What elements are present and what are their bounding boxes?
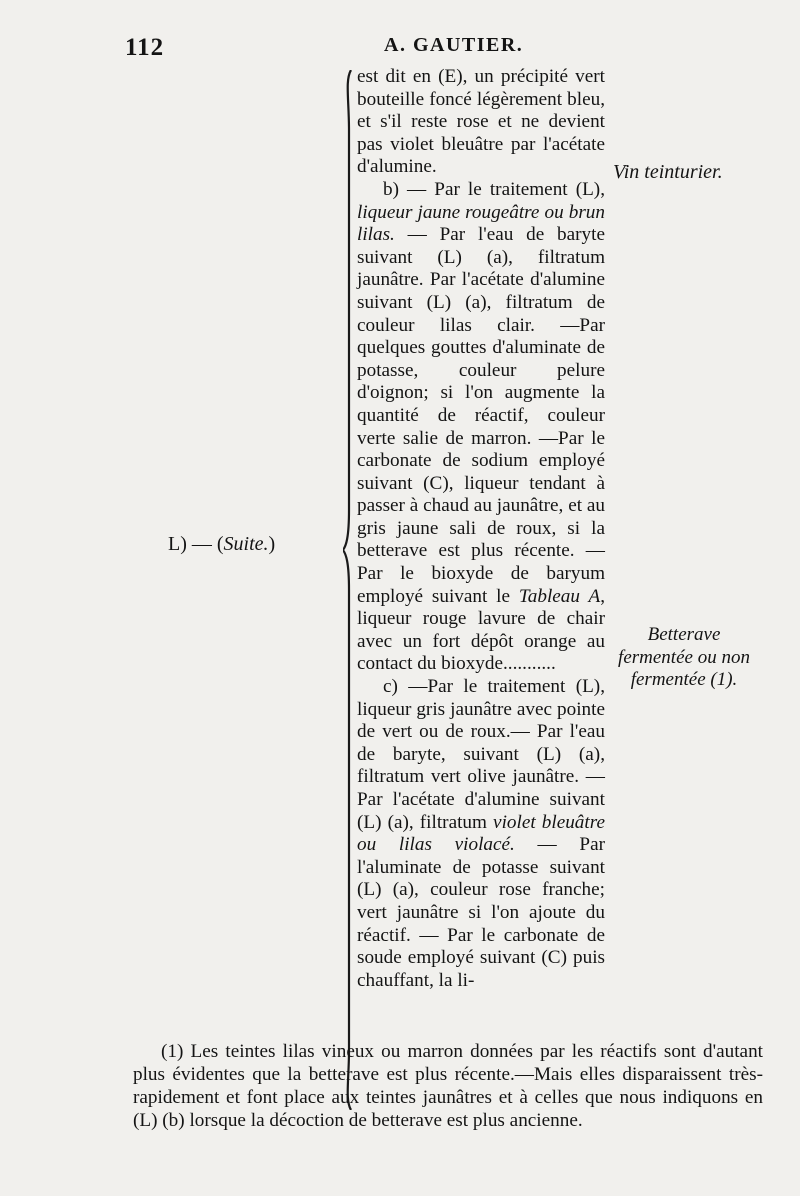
paragraph-b-italic2: Tableau A [518,585,601,607]
paragraph-b-part2: — Par l'eau de baryte suivant (L) (a), filtratum jaunâtre. Par l'acétate d'alumine suivant (L) (a), filtratum de couleur lilas clair. —Par quelques gouttes d'aluminate de potasse, couleur pelure d'oignon; si l'on augmente la quantité de réactif, couleur verte salie de marron. —Par le carbonate de sodium employé suivant (C), liqueur tendant à passer à chaud au jaunâtre, et au gris jaune sali de roux, si la betterave est plus récente. — Par le bioxyde de baryum employé suivant le [357,224,605,607]
margin-note-line3: fermentée (1). [630,669,738,691]
section-label [168,533,275,556]
paragraph-c [357,676,605,992]
paragraph-b-part3: , liqueur rouge lavure de chair avec un fort dépôt orange au contact du bioxyde........... [357,585,605,675]
paragraph-a: est dit en (E), un précipité vert bouteille foncé légèrement bleu, et s'il reste rose et ne devient pas violet bleuâtre par l'acétate d'alumine. [357,66,605,178]
paragraph-b [357,179,605,676]
paragraph-c-part1: c) —Par le traitement (L), liqueur gris jaunâtre avec pointe de vert ou de roux.— Par l'eau de baryte, suivant (L) (a), filtratum vert olive jaunâtre. — Par l'acétate d'alumine suivant (L) (a), filtratum [357,676,605,833]
margin-note-line1: Betterave [647,624,721,645]
main-text-column [357,66,605,992]
margin-note-betterave [604,624,764,692]
paragraph-c-italic: violet bleuâtre ou lilas violacé. [357,811,605,856]
margin-note-vin-teinturier: Vin teinturier. [613,161,723,183]
margin-note-line2: fermentée ou non [618,646,750,668]
section-label-suffix: ) [268,533,276,555]
curly-brace [343,70,357,1110]
paragraph-b-part1: b) — Par le traitement (L), [383,178,605,200]
section-label-italic: Suite. [223,533,269,555]
paragraph-c-part2: — Par l'aluminate de potasse suivant (L) (a), couleur rose franche; vert jaunâtre si l'on ajoute du réactif. — Par le carbonate de soude employé suivant (C) puis chauffant, la li- [357,834,606,991]
paragraph-b-italic: liqueur jaune rougeâtre ou brun lilas. [357,201,605,246]
running-title: A. GAUTIER. [384,34,524,56]
footnote-text: (1) Les teintes lilas vineux ou marron données par les réactifs sont d'autant plus évidentes que la betterave est plus récente.—Mais elles disparaissent très-rapidement et font place aux teintes jaunâtres et à celles que nous indiquons en (L) (b) lorsque la décoction de betterave est plus ancienne. [133,1041,763,1131]
section-label-prefix: L) — ( [168,533,224,555]
footnote [133,1040,763,1132]
page-number: 112 [125,34,165,61]
